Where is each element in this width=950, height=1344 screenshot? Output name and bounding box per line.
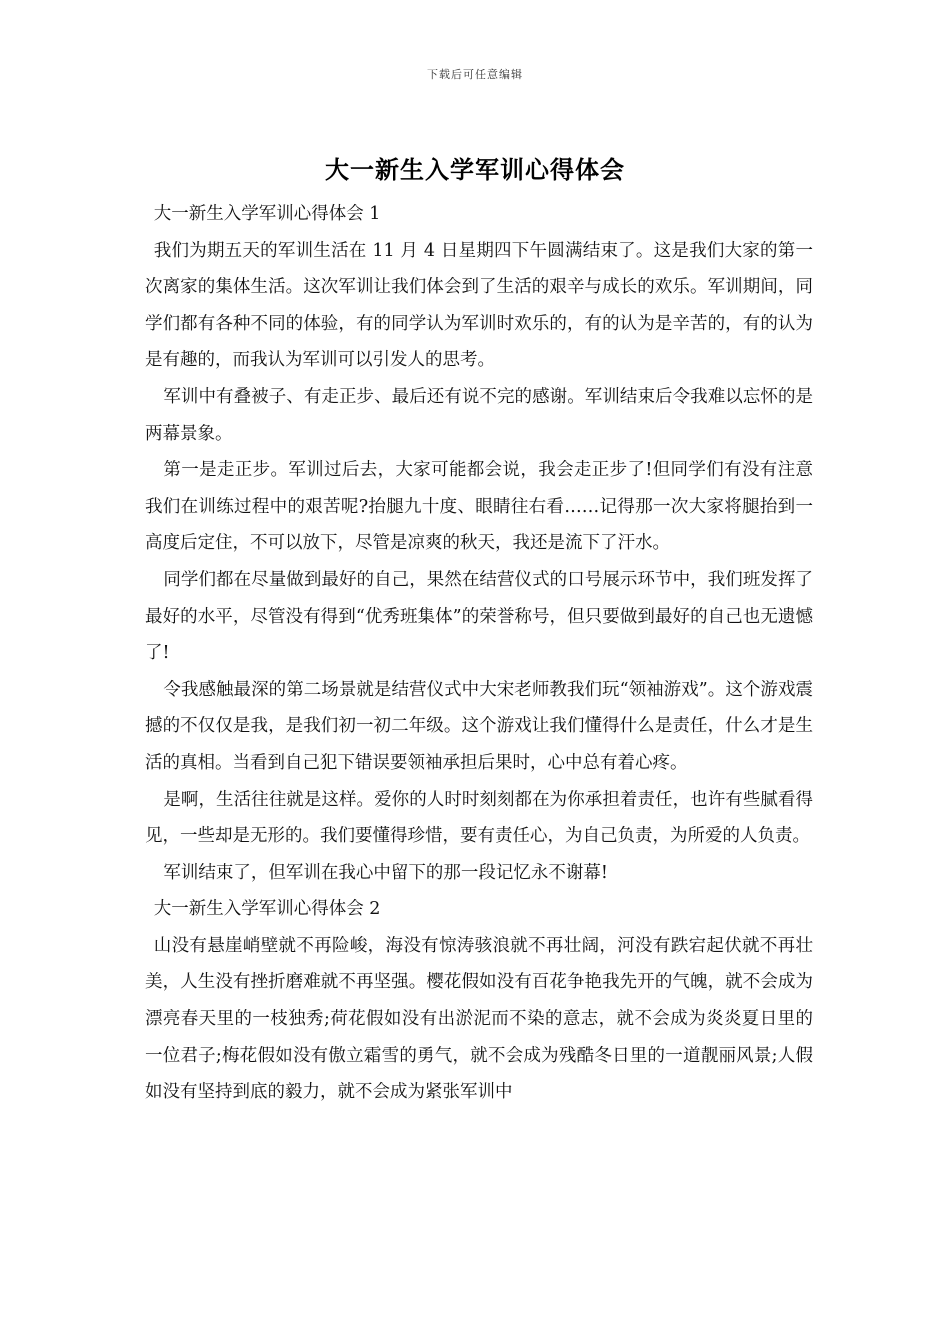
paragraph: 军训中有叠被子、有走正步、最后还有说不完的感谢。军训结束后令我难以忘怀的是两幕景象。	[145, 386, 813, 444]
paragraph: 同学们都在尽量做到最好的自己，果然在结营仪式的口号展示环节中，我们班发挥了最好的水平，尽管没有得到“优秀班集体”的荣誉称号，但只要做到最好的自己也无遗憾了!	[145, 569, 813, 664]
header-note: 下载后可任意编辑	[427, 68, 523, 81]
paragraph: 军训结束了，但军训在我心中留下的那一段记忆永不谢幕!	[163, 862, 608, 883]
section-heading-2: 大一新生入学军训心得体会 2	[153, 899, 381, 920]
document-body	[145, 196, 813, 1111]
paragraph: 是啊，生活往往就是这样。爱你的人时时刻刻都在为你承担着责任，也许有些腻看得见，一些却是无形的。我们要懂得珍惜，要有责任心，为自己负责，为所爱的人负责。	[145, 789, 813, 847]
section-heading-1: 大一新生入学军训心得体会 1	[153, 204, 381, 224]
document-title: 大一新生入学军训心得体会	[325, 155, 625, 184]
paragraph: 第一是走正步。军训过后去，大家可能都会说，我会走正步了!但同学们有没有注意我们在训练过程中的艰苦呢?抬腿九十度、眼睛往右看……记得那一次大家将腿抬到一高度后定住，不可以放下，尽管是凉爽的秋天，我还是流下了汗水。	[145, 460, 813, 554]
paragraph: 我们为期五天的军训生活在 11 月 4 日星期四下午圆满结束了。这是我们大家的第一次离家的集体生活。这次军训让我们体会到了生活的艰辛与成长的欢乐。军训期间，同学们都有各种不同的体验，有的同学认为军训时欢乐的，有的认为是辛苦的，有的认为是有趣的，而我认为军训可以引发人的思考。	[145, 240, 813, 371]
paragraph: 令我感触最深的第二场景就是结营仪式中大宋老师教我们玩“领袖游戏”。这个游戏震撼的不仅仅是我，是我们初一初二年级。这个游戏让我们懂得什么是责任，什么才是生活的真相。当看到自己犯下错误要领袖承担后果时，心中总有着心疼。	[145, 679, 813, 773]
paragraph: 山没有悬崖峭壁就不再险峻，海没有惊涛骇浪就不再壮阔，河没有跌宕起伏就不再壮美，人生没有挫折磨难就不再坚强。樱花假如没有百花争艳我先开的气魄，就不会成为漂亮春天里的一枝独秀;荷花假如没有出淤泥而不染的意志，就不会成为炎炎夏日里的一位君子;梅花假如没有傲立霜雪的勇气，就不会成为残酷冬日里的一道靓丽风景;人假如没有坚持到底的毅力，就不会成为紧张军训中	[145, 935, 813, 1103]
